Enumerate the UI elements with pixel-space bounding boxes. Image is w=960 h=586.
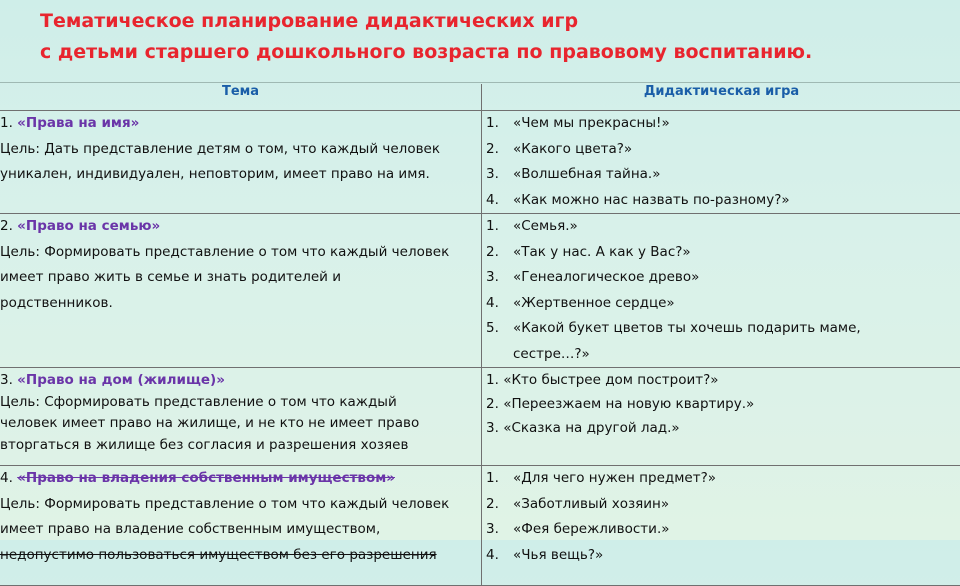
game-number: 4.	[482, 543, 513, 569]
game-text: «Переезжаем на новую квартиру.»	[503, 392, 754, 416]
game-item	[482, 543, 960, 569]
table-row	[0, 368, 960, 466]
title-divider	[0, 82, 960, 83]
planning-table	[0, 84, 960, 586]
table-row	[0, 111, 960, 214]
topic-name: «Право на семью»	[17, 218, 160, 234]
goal-line: вторгаться в жилище без согласия и разрешения хозяев	[0, 435, 481, 457]
game-text-continuation: сестре…?»	[482, 342, 960, 368]
game-item	[482, 162, 960, 188]
game-item	[482, 265, 960, 291]
game-item	[482, 240, 960, 266]
game-number: 2.	[482, 137, 513, 163]
game-number: 5.	[482, 316, 513, 342]
topic-heading	[0, 214, 481, 240]
topic-cell	[0, 111, 482, 214]
game-number: 3.	[482, 162, 513, 188]
slide-title	[40, 6, 812, 68]
game-item	[482, 291, 960, 317]
goal-line: человек имеет право на жилище, и не кто не имеет право	[0, 413, 481, 435]
goal-line: Цель: Формировать представление о том что каждый человек	[0, 492, 481, 518]
game-text: «Сказка на другой лад.»	[503, 416, 680, 440]
topic-heading	[0, 466, 481, 492]
game-text: «Чем мы прекрасны!»	[513, 111, 670, 137]
topic-heading	[0, 370, 481, 392]
game-number: 1.	[486, 368, 499, 392]
game-item	[482, 392, 960, 416]
game-text: «Генеалогическое древо»	[513, 265, 699, 291]
topic-number: 4.	[0, 470, 17, 486]
goal-line: имеет право на владение собственным имуществом,	[0, 517, 481, 543]
game-number: 1.	[482, 466, 513, 492]
goal-line: Цель: Сформировать представление о том что каждый	[0, 392, 481, 414]
title-line-1: Тематическое планирование дидактических игр	[40, 6, 812, 37]
game-number: 1.	[482, 111, 513, 137]
topic-cell	[0, 368, 482, 466]
game-text: «Кто быстрее дом построит?»	[503, 368, 718, 392]
game-text: «Жертвенное сердце»	[513, 291, 675, 317]
game-number: 2.	[486, 392, 499, 416]
table-row	[0, 214, 960, 368]
header-row	[0, 84, 960, 111]
game-number: 3.	[482, 517, 513, 543]
game-item	[482, 316, 960, 342]
game-item	[482, 517, 960, 543]
game-item	[482, 111, 960, 137]
game-item	[482, 368, 960, 392]
game-text: «Заботливый хозяин»	[513, 492, 669, 518]
game-item	[482, 416, 960, 440]
game-item	[482, 188, 960, 214]
header-game: Дидактическая игра	[482, 84, 960, 111]
game-item	[482, 214, 960, 240]
game-number: 2.	[482, 492, 513, 518]
title-line-2: с детьми старшего дошкольного возраста по правовому воспитанию.	[40, 37, 812, 68]
goal-line: Цель: Дать представление детям о том, что каждый человек	[0, 137, 481, 163]
topic-heading	[0, 111, 481, 137]
games-cell	[482, 214, 960, 368]
goal-line: уникален, индивидуален, неповторим, имеет право на имя.	[0, 162, 481, 188]
game-item	[482, 466, 960, 492]
game-text: «Как можно нас назвать по-разному?»	[513, 188, 790, 214]
topic-number: 2.	[0, 218, 17, 234]
game-text: «Для чего нужен предмет?»	[513, 466, 716, 492]
game-text: «Какого цвета?»	[513, 137, 632, 163]
goal-line: Цель: Формировать представление о том что каждый человек	[0, 240, 481, 266]
game-number: 2.	[482, 240, 513, 266]
games-cell	[482, 111, 960, 214]
topic-name: «Права на имя»	[17, 115, 139, 131]
game-item	[482, 137, 960, 163]
table-row	[0, 466, 960, 586]
game-text: «Чья вещь?»	[513, 543, 603, 569]
game-number: 1.	[482, 214, 513, 240]
goal-line: имеет право жить в семье и знать родителей и	[0, 265, 481, 291]
game-text: «Семья.»	[513, 214, 578, 240]
game-number: 4.	[482, 188, 513, 214]
game-text: «Фея бережливости.»	[513, 517, 670, 543]
game-number: 4.	[482, 291, 513, 317]
goal-line: родственников.	[0, 291, 481, 317]
game-number: 3.	[486, 416, 499, 440]
topic-number: 3.	[0, 372, 17, 388]
topic-cell	[0, 466, 482, 586]
goal-line: недопустимо пользоваться имуществом без его разрешения	[0, 543, 481, 569]
games-cell	[482, 368, 960, 466]
game-text: «Так у нас. А как у Вас?»	[513, 240, 691, 266]
game-number: 3.	[482, 265, 513, 291]
games-cell	[482, 466, 960, 586]
game-text: «Волшебная тайна.»	[513, 162, 660, 188]
header-topic: Тема	[0, 84, 482, 111]
game-item	[482, 492, 960, 518]
topic-cell	[0, 214, 482, 368]
topic-name: «Право на владения собственным имуществом»	[17, 470, 395, 486]
game-text: «Какой букет цветов ты хочешь подарить маме,	[513, 316, 861, 342]
topic-name: «Право на дом (жилище)»	[17, 372, 225, 388]
topic-number: 1.	[0, 115, 17, 131]
